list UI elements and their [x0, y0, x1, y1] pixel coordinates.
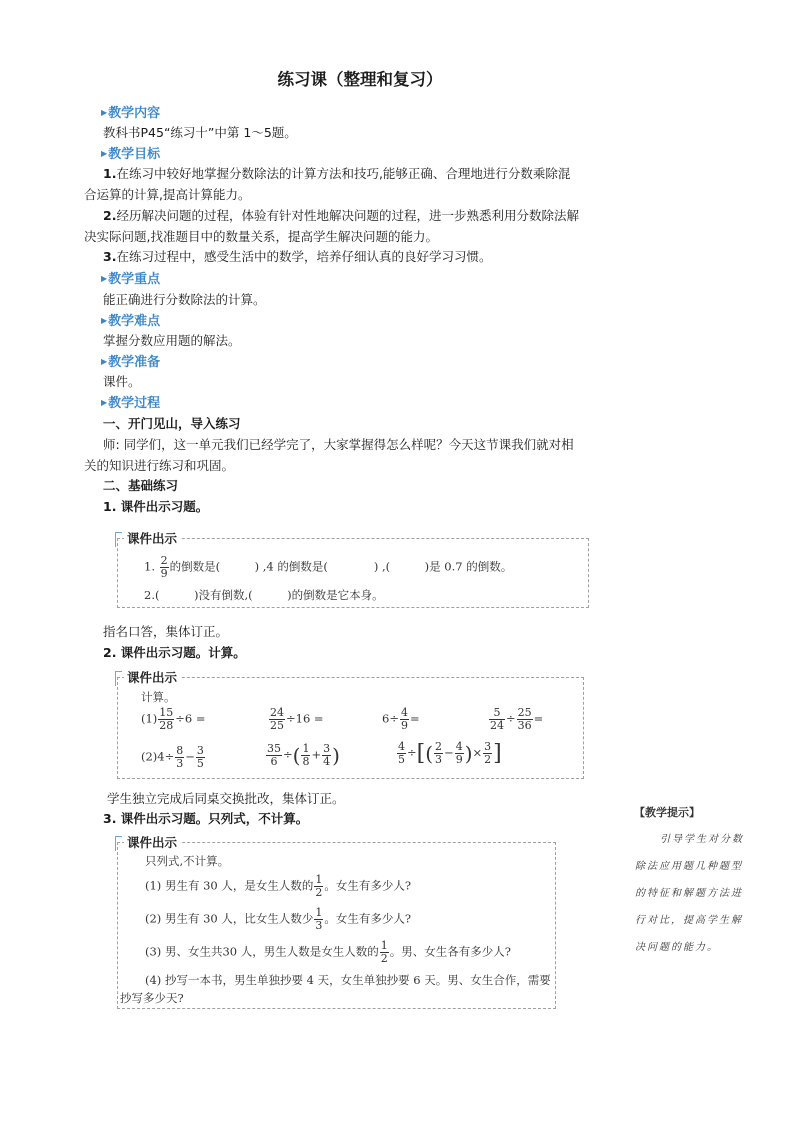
difficulty-text: 掌握分数应用题的解法。 — [103, 333, 241, 348]
section-heading-goals: ▶教学目标 — [101, 147, 161, 162]
goal-2-line-1: 2.经历解决问题的过程，体验有针对性地解决问题的过程，进一步熟悉利用分数除法解 — [103, 208, 579, 223]
box3-intro: 只列式,不计算。 — [145, 854, 230, 868]
page-title: 练习课（整理和复习） — [277, 70, 443, 89]
teacher-line-1: 师: 同学们，这一单元我们已经学完了，大家掌握得怎么样呢？今天这节课我们就对相 — [103, 437, 574, 452]
section-heading-key: ▶教学重点 — [101, 272, 161, 287]
question-2-heading: 2. 课件出示习题。计算。 — [103, 645, 246, 660]
question-3-heading: 3. 课件出示习题。只列式，不计算。 — [103, 811, 309, 826]
question-2-followup: 学生独立完成后同桌交换批改，集体订正。 — [107, 791, 345, 806]
goal-1-line-2: 合运算的计算,提高计算能力。 — [84, 187, 251, 202]
goal-2-line-2: 决实际问题,找准题目中的数量关系，提高学生解决问题的能力。 — [84, 229, 438, 244]
problem-3: (3) 男、女生共30 人，男生人数是女生人数的 $\frac{1}{2}$ 。男、女生各有多少人? — [145, 939, 511, 965]
box-label: 课件出示 — [124, 529, 180, 547]
fraction: $\frac{2}{9}$ — [160, 554, 168, 580]
teaching-tip-line: 的特征和解题方法进 — [635, 888, 743, 899]
expr-7: $\frac{4}{5}$ ÷[( $\frac{2}{3}$ − $\frac{4}{9}$ )× $\frac{3}{2}$ ] — [398, 740, 502, 766]
teaching-tip-line: 引导学生对分数 — [660, 834, 744, 845]
expr-2: $\frac{24}{25}$ ÷16 = — [270, 706, 324, 732]
step-2-heading: 二、基础练习 — [103, 478, 179, 493]
box-label: 课件出示 — [124, 668, 180, 686]
expr-3: 6÷ $\frac{4}{9}$ = — [382, 706, 420, 732]
box2-intro: 计算。 — [141, 690, 176, 704]
box-label: 课件出示 — [124, 833, 180, 851]
question-1-followup: 指名口答，集体订正。 — [103, 624, 229, 639]
section-heading-process: ▶教学过程 — [101, 396, 161, 411]
section-heading-prep: ▶教学准备 — [101, 355, 161, 370]
section-heading-content: ▶教学内容 — [101, 106, 161, 121]
expr-5: (2)4÷ $\frac{8}{3}$ − $\frac{3}{5}$ — [141, 744, 204, 770]
step-1-heading: 一、开门见山，导入练习 — [103, 416, 241, 431]
box-corner-marker — [115, 671, 122, 686]
expr-4: $\frac{5}{24}$ ÷ $\frac{25}{36}$ = — [490, 706, 544, 732]
teaching-tip-line: 行对比，提高学生解 — [635, 915, 743, 926]
problem-2: (2) 男生有 30 人，比女生人数少 $\frac{1}{3}$ 。女生有多少人? — [145, 906, 412, 932]
content-text: 教科书P45“练习十”中第 1～5题。 — [103, 125, 297, 140]
teaching-tip-line: 决问题的能力。 — [635, 942, 719, 953]
problem-4-line-1: (4) 抄写一本书，男生单独抄要 4 天，女生单独抄要 6 天。男、女生合作，需要 — [145, 973, 551, 987]
box1-line-1: 1. $\frac{2}{9}$ 的倒数是( ) ,4 的倒数是( ) ,( )是 0.7 的倒数。 — [144, 554, 513, 580]
teaching-tip-title: 【教学提示】 — [634, 806, 700, 819]
problem-1: (1) 男生有 30 人，是女生人数的 $\frac{1}{2}$ 。女生有多少人? — [145, 873, 412, 899]
key-text: 能正确进行分数除法的计算。 — [103, 292, 266, 307]
question-1-heading: 1. 课件出示习题。 — [103, 499, 209, 514]
prep-text: 课件。 — [103, 374, 141, 389]
box-corner-marker — [115, 836, 122, 851]
problem-4-line-2: 抄写多少天? — [120, 991, 184, 1005]
expr-1: (1) $\frac{15}{28}$ ÷6 = — [141, 706, 206, 732]
box1-line-2: 2.( )没有倒数,( )的倒数是它本身。 — [144, 588, 384, 602]
goal-3-line-1: 3.在练习过程中，感受生活中的数学，培养仔细认真的良好学习习惯。 — [103, 249, 492, 264]
box-corner-marker — [115, 532, 122, 547]
goal-1-line-1: 1.在练习中较好地掌握分数除法的计算方法和技巧,能够正确、合理地进行分数乘除混 — [103, 166, 571, 181]
teaching-tip-line: 除法应用题几种题型 — [635, 861, 743, 872]
teacher-line-2: 关的知识进行练习和巩固。 — [84, 458, 235, 473]
expr-6: $\frac{35}{6}$ ÷( $\frac{1}{8}$ + $\frac{3}{4}$ ) — [267, 742, 340, 768]
section-heading-difficulty: ▶教学难点 — [101, 314, 161, 329]
